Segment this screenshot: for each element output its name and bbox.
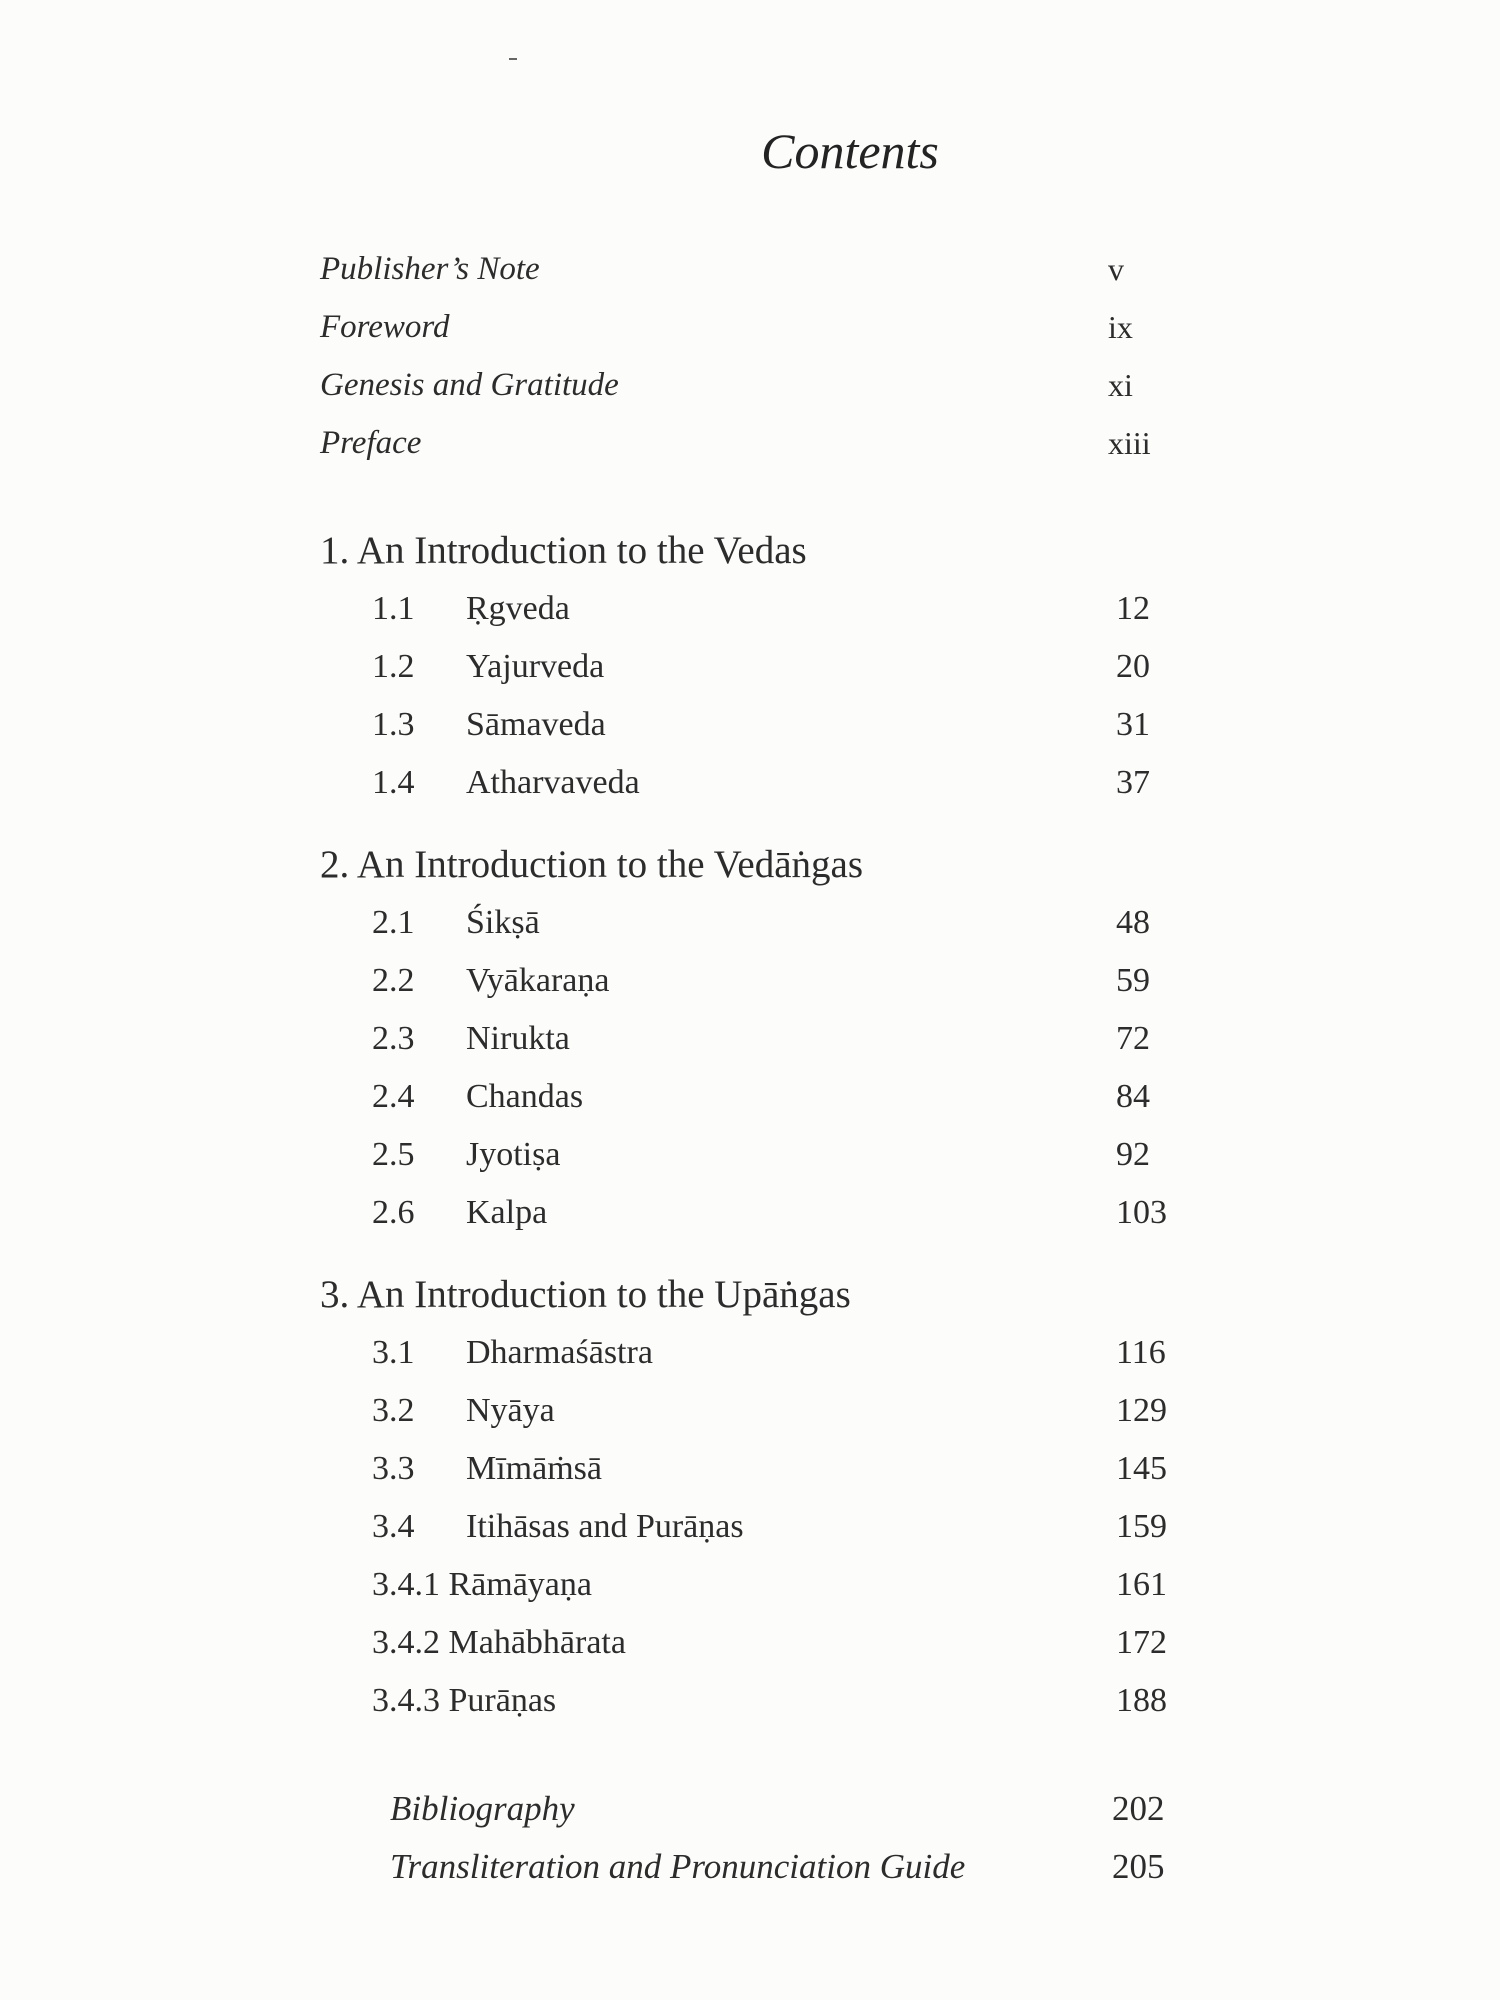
section-number: 1.3 (372, 706, 415, 743)
section-label: Kalpa (466, 1194, 548, 1231)
section-label: Nirukta (466, 1020, 570, 1057)
entry-page: 202 (1112, 1789, 1165, 1828)
section-number: 2.4 (372, 1078, 415, 1115)
section-label: Yajurveda (466, 648, 605, 685)
section-page: 84 (1116, 1078, 1150, 1115)
subsection-page: 161 (1116, 1566, 1167, 1603)
subsection-label: 3.4.3 Purāṇas (372, 1682, 557, 1719)
entry-page: ix (1108, 309, 1133, 345)
chapter-heading: 1. An Introduction to the Vedas (320, 529, 807, 572)
section-label: Nyāya (466, 1392, 555, 1429)
section-label: Chandas (466, 1078, 584, 1115)
chapter-heading: 2. An Introduction to the Vedāṅgas (320, 843, 864, 886)
subsection-page: 172 (1116, 1624, 1167, 1661)
section-page: 129 (1116, 1392, 1167, 1429)
entry-label: Bibliography (390, 1789, 575, 1828)
section-number: 3.1 (372, 1334, 415, 1371)
section-page: 116 (1116, 1334, 1166, 1371)
section-number: 3.4 (372, 1508, 415, 1545)
section-number: 2.5 (372, 1136, 415, 1173)
entry-label: Genesis and Gratitude (320, 367, 619, 403)
section-number: 3.2 (372, 1392, 415, 1429)
section-number: 1.1 (372, 590, 415, 627)
entry-page: v (1108, 251, 1124, 287)
subsection-label: 3.4.1 Rāmāyaṇa (372, 1566, 592, 1603)
section-page: 59 (1116, 962, 1150, 999)
section-label: Itihāsas and Purāṇas (466, 1508, 744, 1545)
chapter-heading: 3. An Introduction to the Upāṅgas (320, 1273, 851, 1316)
section-label: Ṛgveda (466, 590, 570, 627)
ink-fleck (509, 58, 517, 60)
section-label: Atharvaveda (466, 764, 640, 801)
section-number: 1.2 (372, 648, 415, 685)
section-page: 103 (1116, 1194, 1167, 1231)
section-number: 3.3 (372, 1450, 415, 1487)
section-number: 2.2 (372, 962, 415, 999)
subsection-page: 188 (1116, 1682, 1167, 1719)
section-label: Mīmāṁsā (466, 1450, 602, 1487)
section-page: 31 (1116, 706, 1150, 743)
section-label: Vyākaraṇa (466, 962, 610, 999)
section-label: Jyotiṣa (466, 1136, 561, 1173)
subsection-label: 3.4.2 Mahābhārata (372, 1624, 626, 1661)
section-number: 2.1 (372, 904, 415, 941)
entry-page: xiii (1108, 425, 1151, 461)
entry-label: Transliteration and Pronunciation Guide (390, 1847, 966, 1886)
section-label: Śikṣā (466, 904, 540, 941)
entry-page: xi (1108, 367, 1133, 403)
section-page: 159 (1116, 1508, 1167, 1545)
section-label: Sāmaveda (466, 706, 606, 743)
section-page: 72 (1116, 1020, 1150, 1057)
entry-label: Foreword (320, 309, 450, 345)
section-page: 20 (1116, 648, 1150, 685)
page-title: Contents (761, 123, 939, 179)
entry-label: Preface (320, 425, 422, 461)
entry-label: Publisher’s Note (320, 251, 540, 287)
section-number: 2.6 (372, 1194, 415, 1231)
entry-page: 205 (1112, 1847, 1165, 1886)
section-page: 92 (1116, 1136, 1150, 1173)
section-label: Dharmaśāstra (466, 1334, 653, 1371)
section-page: 12 (1116, 590, 1150, 627)
section-page: 145 (1116, 1450, 1167, 1487)
section-page: 37 (1116, 764, 1150, 801)
section-number: 2.3 (372, 1020, 415, 1057)
section-number: 1.4 (372, 764, 415, 801)
section-page: 48 (1116, 904, 1150, 941)
